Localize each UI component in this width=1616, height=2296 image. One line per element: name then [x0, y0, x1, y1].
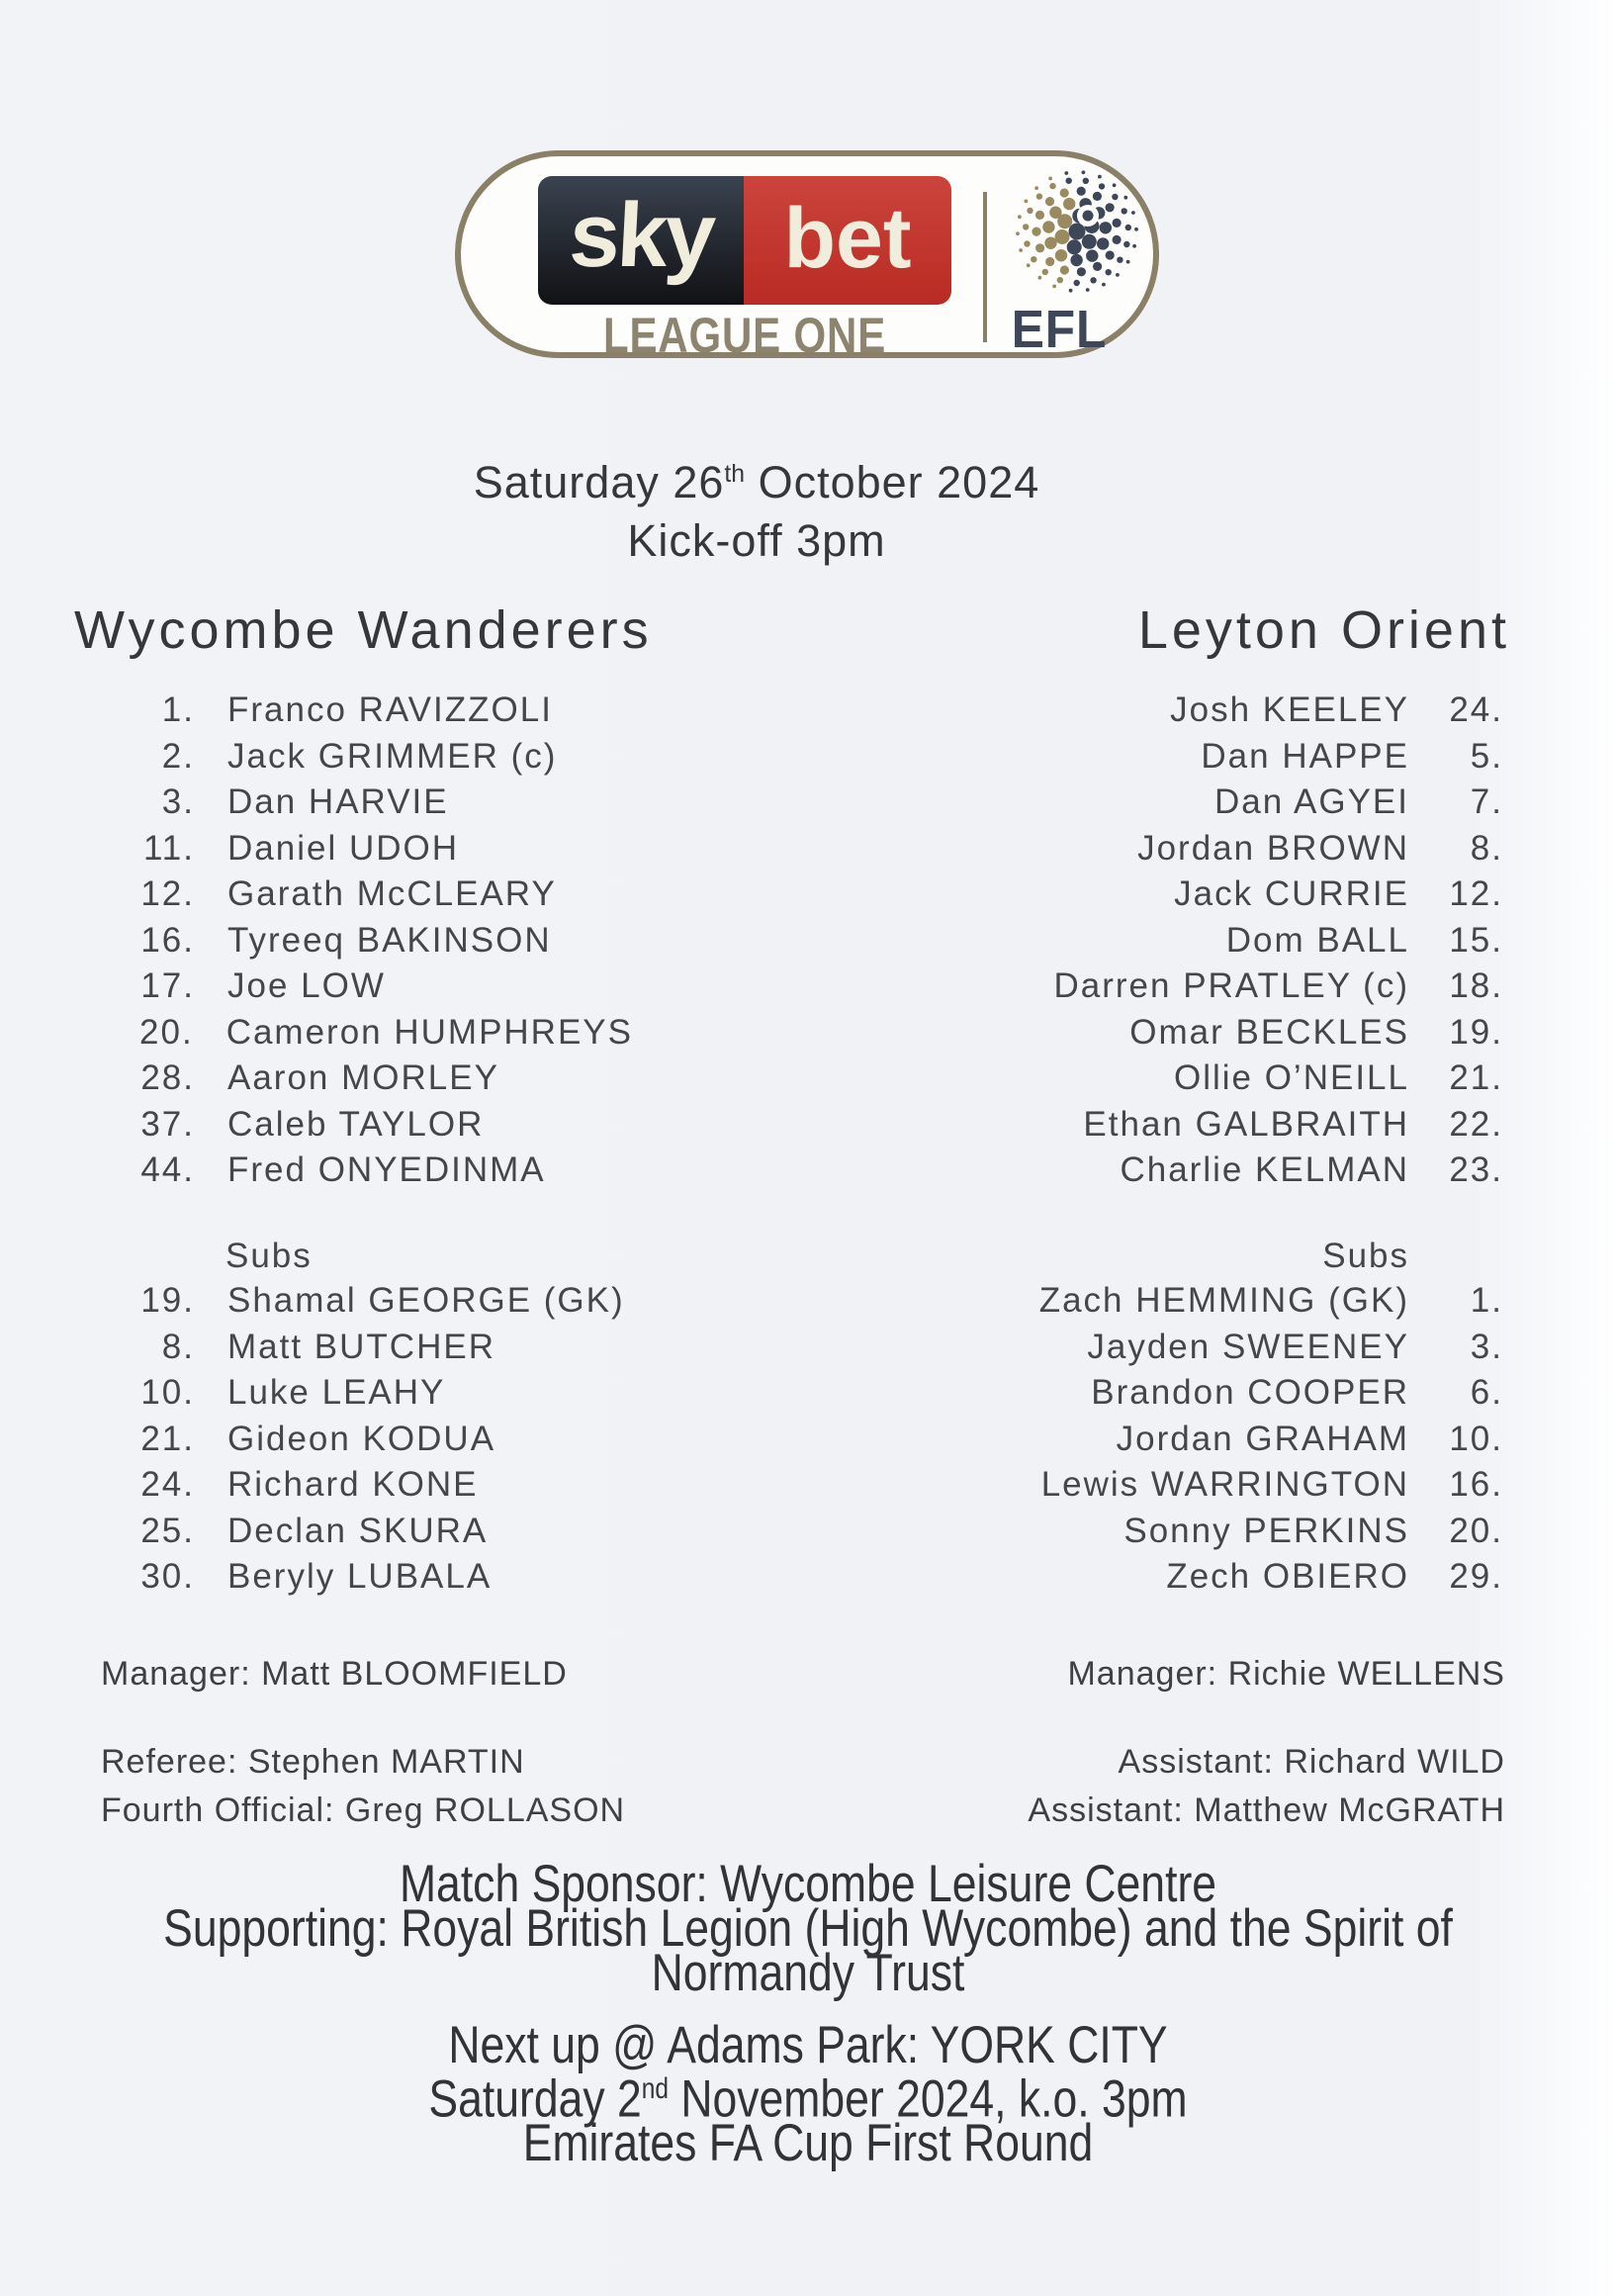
player-number: 3. — [161, 782, 195, 822]
player-row — [0, 1148, 633, 1194]
player-number: 22. — [1449, 1104, 1503, 1144]
player-name: Shamal GEORGE (GK) — [227, 1281, 625, 1321]
sub-row — [791, 1462, 1503, 1509]
player-row — [0, 1056, 633, 1102]
player-number: 19. — [140, 1281, 195, 1321]
away-lineup — [791, 688, 1503, 1194]
player-number: 1. — [1470, 1281, 1503, 1321]
player-number: 21. — [1449, 1058, 1503, 1098]
player-number: 23. — [1449, 1150, 1503, 1190]
next-fixture-block — [130, 2016, 1487, 2172]
player-row — [791, 1056, 1503, 1102]
home-subs-list — [0, 1278, 633, 1601]
next-fixture-line: Next up @ Adams Park: YORK CITY — [448, 2016, 1168, 2074]
player-row — [0, 872, 633, 918]
player-row — [0, 826, 633, 872]
home-team-name: Wycombe Wanderers — [74, 600, 653, 660]
player-number: 37. — [140, 1104, 195, 1144]
sub-row — [0, 1509, 633, 1555]
away-manager: Manager: Richie WELLENS — [1067, 1655, 1505, 1693]
player-name: Jack CURRIE — [1174, 874, 1409, 914]
player-name: Fred ONYEDINMA — [227, 1150, 546, 1190]
sky-logo-text: sky — [567, 185, 715, 286]
player-number: 2. — [161, 736, 195, 776]
player-row — [791, 1148, 1503, 1194]
efl-ball-icon — [1015, 169, 1139, 294]
player-name: Ethan GALBRAITH — [1083, 1104, 1409, 1144]
away-subs-label: Subs — [1322, 1237, 1409, 1275]
assistant-line: Assistant: Matthew McGRATH — [1028, 1791, 1505, 1829]
player-number: 5. — [1470, 736, 1503, 776]
player-number: 18. — [1449, 966, 1503, 1006]
player-row — [791, 734, 1503, 781]
match-date-line — [0, 445, 1513, 511]
player-number: 21. — [140, 1419, 195, 1458]
player-name: Declan SKURA — [227, 1511, 489, 1550]
sub-row — [791, 1325, 1503, 1371]
next-date-ordinal: nd — [641, 2073, 669, 2105]
sky-bet-logo — [538, 176, 951, 305]
player-number: 15. — [1449, 920, 1503, 960]
player-name: Dom BALL — [1225, 920, 1409, 960]
player-row — [0, 1102, 633, 1148]
player-row — [791, 688, 1503, 734]
player-row — [791, 964, 1503, 1010]
player-name: Tyreeq BAKINSON — [227, 920, 552, 960]
player-name: Richard KONE — [227, 1465, 479, 1505]
player-name: Garath McCLEARY — [227, 874, 557, 914]
player-name: Brandon COOPER — [1091, 1373, 1409, 1413]
player-name: Jack GRIMMER (c) — [227, 736, 558, 776]
player-name: Caleb TAYLOR — [227, 1104, 485, 1144]
next-date-main: Saturday 2 — [428, 2069, 642, 2129]
sub-row — [791, 1509, 1503, 1555]
next-fixture-competition: Emirates FA Cup First Round — [522, 2113, 1094, 2172]
away-team-name: Leyton Orient — [1137, 600, 1510, 660]
bet-logo-segment — [744, 176, 951, 305]
sub-row — [791, 1417, 1503, 1463]
logo-divider — [983, 192, 987, 342]
player-name: Omar BECKLES — [1129, 1012, 1409, 1052]
player-name: Ollie O’NEILL — [1173, 1058, 1409, 1098]
player-row — [0, 918, 633, 964]
match-officials-right — [1028, 1738, 1505, 1835]
sponsor-line: Normandy Trust — [651, 1944, 965, 2002]
player-number: 10. — [1449, 1419, 1503, 1458]
league-logo — [455, 150, 1159, 363]
player-name: Aaron MORLEY — [227, 1058, 499, 1098]
sub-row — [0, 1554, 633, 1601]
player-name: Dan HAPPE — [1201, 736, 1409, 776]
player-name: Matt BUTCHER — [227, 1327, 495, 1366]
player-number: 30. — [140, 1557, 195, 1597]
player-number: 7. — [1470, 782, 1503, 822]
referee-line: Referee: Stephen MARTIN — [101, 1743, 525, 1781]
sponsor-block — [130, 1855, 1487, 2002]
player-row — [0, 780, 633, 826]
home-lineup — [0, 688, 633, 1194]
sub-row — [0, 1278, 633, 1325]
player-row — [0, 964, 633, 1010]
player-name: Darren PRATLEY (c) — [1053, 966, 1409, 1006]
player-row — [791, 780, 1503, 826]
player-number: 24. — [1449, 690, 1503, 730]
player-number: 16. — [140, 920, 195, 960]
assistant-line: Assistant: Richard WILD — [1118, 1743, 1505, 1781]
player-name: Daniel UDOH — [227, 828, 459, 868]
away-subs-list — [791, 1278, 1503, 1601]
player-row — [791, 872, 1503, 918]
player-name: Franco RAVIZZOLI — [227, 690, 553, 730]
player-name: Jordan GRAHAM — [1116, 1419, 1409, 1458]
sub-row — [0, 1417, 633, 1463]
player-name: Zach HEMMING (GK) — [1038, 1281, 1409, 1321]
player-row — [791, 1102, 1503, 1148]
sky-logo-segment — [538, 176, 744, 305]
sponsor-line: Match Sponsor: Wycombe Leisure Centre — [399, 1855, 1217, 1913]
match-officials-left — [101, 1738, 625, 1835]
player-number: 19. — [1449, 1012, 1503, 1052]
player-number: 6. — [1470, 1373, 1503, 1413]
date-rest: October 2024 — [745, 457, 1040, 507]
date-main: Saturday 26 — [473, 457, 725, 507]
player-row — [791, 826, 1503, 872]
player-number: 1. — [161, 690, 195, 730]
player-name: Jayden SWEENEY — [1087, 1327, 1409, 1366]
player-number: 29. — [1449, 1557, 1503, 1597]
sub-row — [791, 1370, 1503, 1417]
player-row — [0, 1010, 633, 1056]
player-number: 24. — [140, 1465, 195, 1505]
player-number: 20. — [1449, 1511, 1503, 1550]
player-number: 11. — [142, 828, 195, 868]
player-name: Beryly LUBALA — [227, 1557, 493, 1597]
player-name: Cameron HUMPHREYS — [225, 1012, 633, 1052]
next-date-rest: November 2024, k.o. 3pm — [668, 2069, 1188, 2129]
kickoff-line: Kick-off 3pm — [627, 515, 886, 566]
player-name: Dan HARVIE — [227, 782, 449, 822]
player-number: 44. — [140, 1150, 195, 1190]
sub-row — [0, 1462, 633, 1509]
sub-row — [0, 1325, 633, 1371]
sub-row — [791, 1278, 1503, 1325]
home-manager: Manager: Matt BLOOMFIELD — [101, 1655, 568, 1693]
player-number: 17. — [140, 966, 195, 1006]
player-number: 12. — [1449, 874, 1503, 914]
player-name: Charlie KELMAN — [1120, 1150, 1409, 1190]
player-number: 3. — [1470, 1327, 1503, 1366]
fourth-official-line: Fourth Official: Greg ROLLASON — [101, 1791, 626, 1829]
player-name: Luke LEAHY — [227, 1373, 446, 1413]
match-date — [0, 445, 1513, 570]
player-row — [0, 688, 633, 734]
player-row — [791, 918, 1503, 964]
player-name: Dan AGYEI — [1214, 782, 1409, 822]
player-number: 12. — [140, 874, 195, 914]
player-name: Gideon KODUA — [227, 1419, 496, 1458]
player-name: Jordan BROWN — [1137, 828, 1409, 868]
player-name: Josh KEELEY — [1170, 690, 1409, 730]
player-number: 28. — [140, 1058, 195, 1098]
sub-row — [0, 1370, 633, 1417]
player-name: Zech OBIERO — [1166, 1557, 1409, 1597]
sub-row — [791, 1554, 1503, 1601]
player-number: 8. — [161, 1327, 195, 1366]
sponsor-line: Supporting: Royal British Legion (High Wycombe) and the Spirit of — [163, 1899, 1453, 1958]
player-name: Sonny PERKINS — [1123, 1511, 1409, 1550]
player-number: 8. — [1470, 828, 1503, 868]
home-subs-label: Subs — [225, 1237, 313, 1275]
player-row — [791, 1010, 1503, 1056]
player-name: Joe LOW — [227, 966, 386, 1006]
player-number: 16. — [1449, 1465, 1503, 1505]
bet-logo-text: bet — [783, 191, 912, 286]
date-ordinal: th — [724, 461, 746, 488]
player-number: 10. — [140, 1373, 195, 1413]
player-row — [0, 734, 633, 781]
player-name: Lewis WARRINGTON — [1040, 1465, 1409, 1505]
player-number: 20. — [139, 1012, 194, 1052]
efl-label: EFL — [1011, 300, 1108, 359]
player-number: 25. — [140, 1511, 195, 1550]
league-one-label: LEAGUE ONE — [602, 308, 887, 363]
